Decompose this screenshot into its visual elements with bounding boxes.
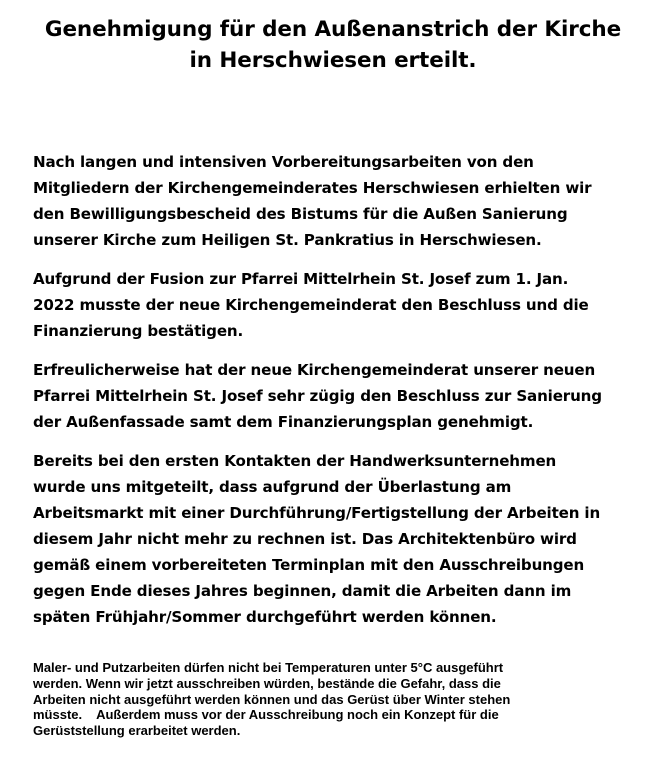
text-line: Aufgrund der Fusion zur Pfarrei Mittelrhein St. Josef zum 1. Jan. xyxy=(33,270,569,288)
text-line: Mitgliedern der Kirchengemeinderates Herschwiesen erhielten wir xyxy=(33,179,592,197)
text-line: gemäß einem vorbereiteten Terminplan mit den Ausschreibungen xyxy=(33,556,585,574)
page-title xyxy=(20,14,646,76)
note-line: müsste. Außerdem muss vor der Ausschreibung noch ein Konzept für die xyxy=(33,707,499,723)
paragraph-3 xyxy=(33,357,643,435)
text-line: den Bewilligungsbescheid des Bistums für die Außen Sanierung xyxy=(33,205,568,223)
text-line: Bereits bei den ersten Kontakten der Handwerksunternehmen xyxy=(33,452,557,470)
text-line: wurde uns mitgeteilt, dass aufgrund der Überlastung am xyxy=(33,478,512,496)
title-line: Genehmigung für den Außenanstrich der Kirche xyxy=(44,17,622,42)
text-line: 2022 musste der neue Kirchengemeinderat den Beschluss und die xyxy=(33,296,589,314)
note-line: Gerüststellung erarbeitet werden. xyxy=(33,723,241,739)
paragraph-2 xyxy=(33,266,643,344)
text-line: Arbeitsmarkt mit einer Durchführung/Fertigstellung der Arbeiten in xyxy=(33,504,601,522)
paragraph-1 xyxy=(33,149,643,253)
text-line: Pfarrei Mittelrhein St. Josef sehr zügig den Beschluss zur Sanierung xyxy=(33,387,602,405)
text-line: späten Frühjahr/Sommer durchgeführt werden können. xyxy=(33,608,497,626)
note-line: Arbeiten nicht ausgeführt werden können und das Gerüst über Winter stehen xyxy=(33,691,511,707)
footnote xyxy=(33,660,638,739)
text-line: diesem Jahr nicht mehr zu rechnen ist. Das Architektenbüro wird xyxy=(33,530,577,548)
paragraph-4 xyxy=(33,448,643,630)
title-line: in Herschwiesen erteilt. xyxy=(189,48,477,73)
text-line: Finanzierung bestätigen. xyxy=(33,322,244,340)
text-line: Erfreulicherweise hat der neue Kirchengemeinderat unserer neuen xyxy=(33,361,596,379)
text-line: der Außenfassade samt dem Finanzierungsplan genehmigt. xyxy=(33,413,534,431)
article-body xyxy=(33,149,643,643)
text-line: gegen Ende dieses Jahres beginnen, damit die Arbeiten dann im xyxy=(33,582,572,600)
text-line: Nach langen und intensiven Vorbereitungsarbeiten von den xyxy=(33,153,534,171)
note-line: Maler- und Putzarbeiten dürfen nicht bei Temperaturen unter 5°C ausgeführt xyxy=(33,660,504,675)
note-line: werden. Wenn wir jetzt ausschreiben würden, bestände die Gefahr, dass die xyxy=(33,675,501,691)
text-line: unserer Kirche zum Heiligen St. Pankratius in Herschwiesen. xyxy=(33,231,542,249)
